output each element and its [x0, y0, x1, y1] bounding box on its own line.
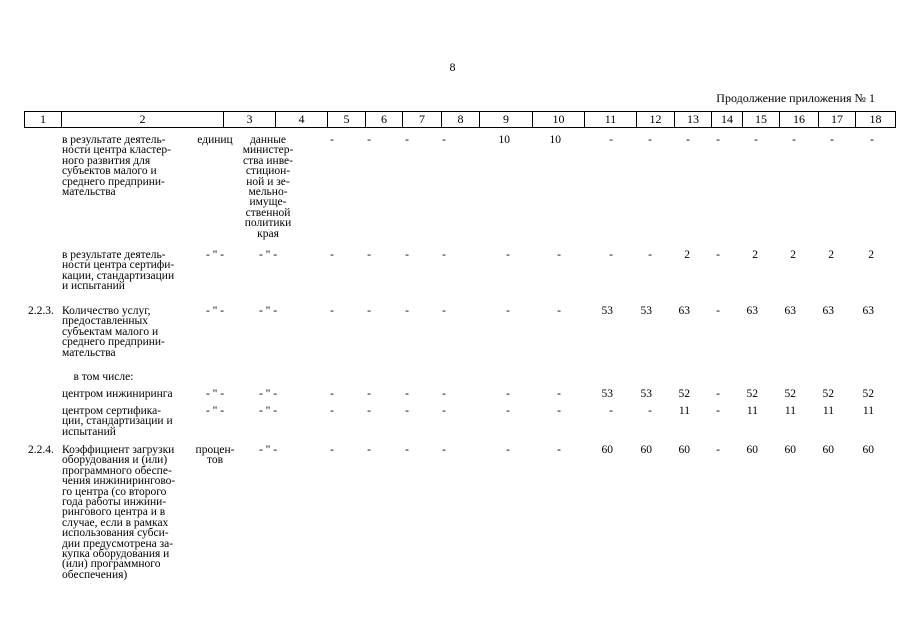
row-value: -: [330, 134, 334, 146]
row-value: -: [330, 444, 334, 456]
row-source: - " -: [258, 388, 278, 400]
row-description: Коэффициент загрузки оборудования и (или) программного обеспе- чения инжинирингово- го центра (со второго года работы инжини- рингового центра и в случае, если в рамках использования субси- дии предусмотрена за- купка оборудования и (или) программного обеспечения): [62, 444, 176, 581]
row-value: -: [716, 134, 720, 146]
row-description: в результате деятель- ности центра сертифи- кации, стандартизации и испытаний: [62, 249, 175, 293]
row-value: -: [442, 444, 446, 456]
column-header: 13: [675, 112, 712, 128]
row-unit: - " -: [205, 405, 225, 417]
row-value: -: [405, 134, 409, 146]
row-value: 11: [678, 405, 690, 417]
row-value: 10: [498, 134, 510, 146]
row-unit: - " -: [205, 249, 225, 261]
column-header: 10: [533, 112, 585, 128]
row-source: - " -: [258, 444, 278, 456]
row-value: 52: [862, 388, 874, 400]
column-header: 5: [328, 112, 366, 128]
row-value: 11: [784, 405, 796, 417]
row-value: -: [557, 388, 561, 400]
row-value: -: [442, 405, 446, 417]
row-value: 63: [746, 305, 758, 317]
row-value: -: [648, 405, 652, 417]
row-value: -: [442, 249, 446, 261]
row-value: 52: [822, 388, 834, 400]
row-value: 60: [678, 444, 690, 456]
column-header: 9: [480, 112, 533, 128]
row-value: -: [405, 405, 409, 417]
column-header: 14: [712, 112, 743, 128]
row-value: -: [557, 305, 561, 317]
row-description: центром инжиниринга: [62, 388, 173, 400]
row-value: -: [557, 249, 561, 261]
row-value: -: [330, 405, 334, 417]
row-value: -: [792, 134, 796, 146]
row-value: 53: [640, 305, 652, 317]
row-description: центром сертифика- ции, стандартизации и испытаний: [62, 405, 173, 438]
row-value: 60: [862, 444, 874, 456]
row-source: - " -: [258, 405, 278, 417]
row-value: 2: [828, 249, 834, 261]
row-value: -: [506, 444, 510, 456]
row-source: данные министер- ства инве- стицион- ной и зе- мельно- имуще- ственной политики края: [242, 134, 294, 240]
row-value: 63: [784, 305, 796, 317]
row-number: 2.2.4.: [28, 444, 54, 456]
page-number: 8: [449, 60, 456, 74]
column-header: 11: [585, 112, 637, 128]
row-value: 52: [678, 388, 690, 400]
column-header: 2: [62, 112, 224, 128]
row-value: 53: [601, 305, 613, 317]
row-value: -: [609, 134, 613, 146]
column-header: 18: [856, 112, 896, 128]
row-source: - " -: [258, 305, 278, 317]
row-value: -: [330, 388, 334, 400]
header-row-table: [24, 111, 896, 128]
row-value: 60: [784, 444, 796, 456]
row-value: 63: [678, 305, 690, 317]
row-value: -: [716, 305, 720, 317]
column-header: 6: [366, 112, 403, 128]
row-value: 2: [868, 249, 874, 261]
column-header: 1: [25, 112, 62, 128]
row-description: в том числе:: [62, 371, 134, 383]
row-value: -: [716, 444, 720, 456]
row-value: -: [830, 134, 834, 146]
row-value: 63: [862, 305, 874, 317]
row-value: -: [716, 388, 720, 400]
row-value: -: [442, 134, 446, 146]
row-value: -: [754, 134, 758, 146]
row-value: 63: [822, 305, 834, 317]
row-value: 2: [790, 249, 796, 261]
row-value: -: [648, 249, 652, 261]
row-value: -: [609, 249, 613, 261]
row-description: Количество услуг, предоставленных субъектам малого и среднего предприни- мательства: [62, 305, 165, 359]
row-value: 11: [822, 405, 834, 417]
row-value: -: [557, 444, 561, 456]
row-value: -: [609, 405, 613, 417]
row-value: 2: [684, 249, 690, 261]
column-header: 12: [637, 112, 675, 128]
row-value: 52: [746, 388, 758, 400]
row-number: 2.2.3.: [28, 305, 54, 317]
row-value: -: [367, 134, 371, 146]
row-value: -: [405, 249, 409, 261]
row-value: -: [405, 444, 409, 456]
row-value: 60: [601, 444, 613, 456]
row-value: 11: [862, 405, 874, 417]
column-header: 17: [819, 112, 856, 128]
row-source: - " -: [258, 249, 278, 261]
row-value: 2: [752, 249, 758, 261]
row-value: -: [367, 249, 371, 261]
row-value: 60: [822, 444, 834, 456]
row-value: 53: [601, 388, 613, 400]
row-value: -: [506, 388, 510, 400]
row-value: -: [367, 388, 371, 400]
row-value: 60: [746, 444, 758, 456]
column-header: 4: [276, 112, 328, 128]
row-value: 60: [640, 444, 652, 456]
row-value: -: [442, 305, 446, 317]
row-value: -: [405, 388, 409, 400]
row-value: -: [330, 249, 334, 261]
row-unit: процен- тов: [195, 444, 235, 467]
row-value: 11: [746, 405, 758, 417]
row-value: 10: [549, 134, 561, 146]
row-value: 53: [640, 388, 652, 400]
row-value: -: [870, 134, 874, 146]
row-value: -: [506, 305, 510, 317]
row-value: -: [442, 388, 446, 400]
row-value: -: [367, 405, 371, 417]
column-header: 3: [224, 112, 276, 128]
row-value: -: [330, 305, 334, 317]
row-value: -: [686, 134, 690, 146]
column-header: 8: [442, 112, 480, 128]
column-header: 7: [403, 112, 442, 128]
column-header: 16: [780, 112, 819, 128]
row-value: -: [506, 249, 510, 261]
row-value: -: [716, 249, 720, 261]
row-value: 52: [784, 388, 796, 400]
row-value: -: [367, 444, 371, 456]
continuation-label: Продолжение приложения № 1: [716, 91, 875, 105]
row-value: -: [648, 134, 652, 146]
row-unit: - " -: [205, 388, 225, 400]
row-unit: - " -: [205, 305, 225, 317]
row-value: -: [367, 305, 371, 317]
row-description: в результате деятель- ности центра кластер- ного развития для субъектов малого и среднего предприни- мательства: [62, 134, 171, 199]
row-unit: единиц: [197, 134, 233, 146]
row-value: -: [506, 405, 510, 417]
column-header: 15: [743, 112, 780, 128]
row-value: -: [405, 305, 409, 317]
row-value: -: [557, 405, 561, 417]
row-value: -: [716, 405, 720, 417]
